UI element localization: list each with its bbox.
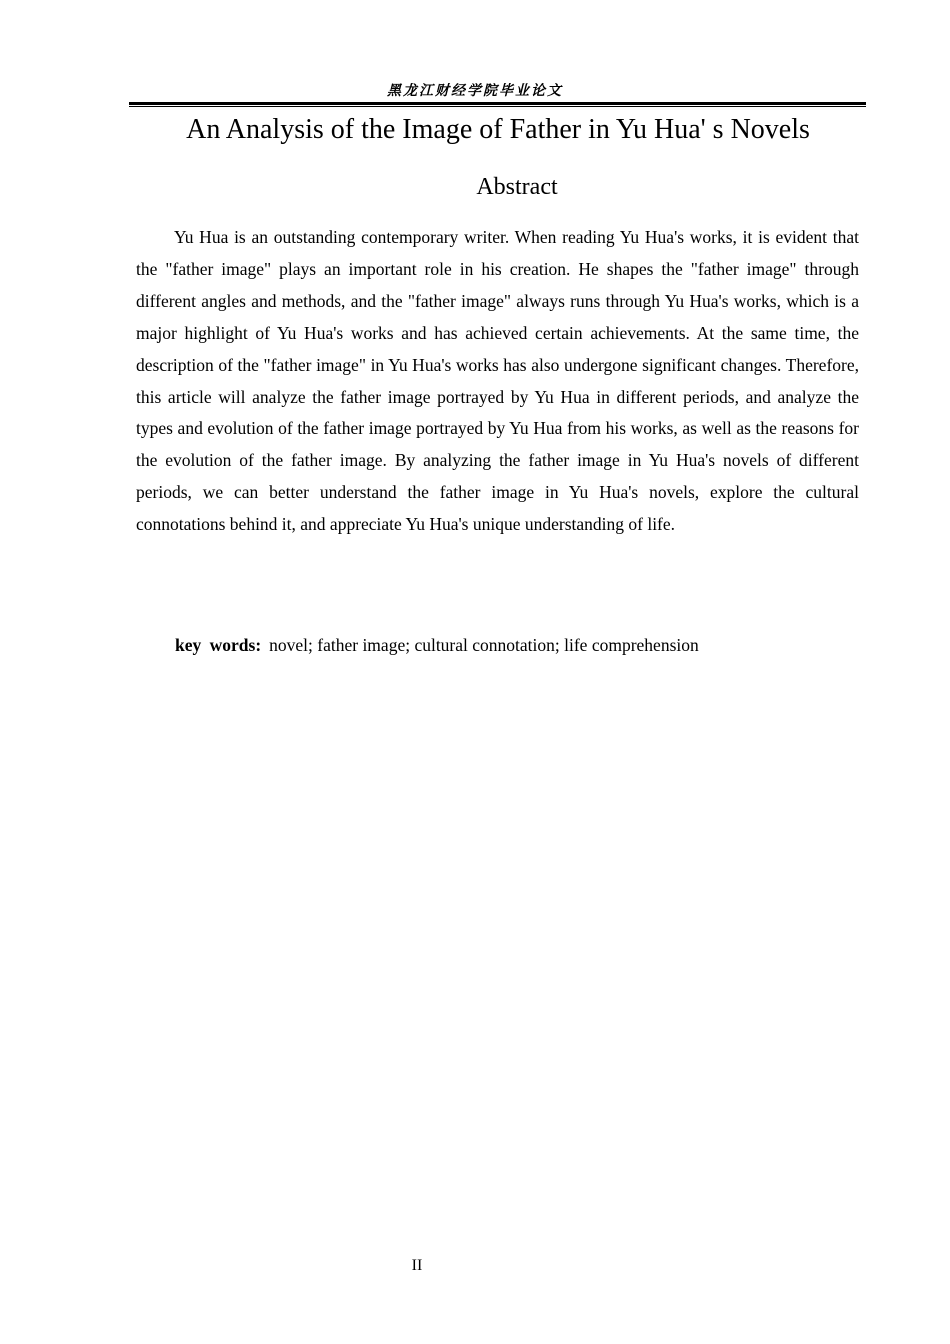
keywords-text: novel; father image; cultural connotation; life comprehension xyxy=(269,635,699,655)
header-rule-thin xyxy=(129,106,866,107)
abstract-body: Yu Hua is an outstanding contemporary writer. When reading Yu Hua's works, it is evident that the "father image" plays an important role in his creation. He shapes the "father image" through different angles and methods, and the "father image" always runs through Yu Hua's works, which is a major highlight of Yu Hua's works and has achieved certain achievements. At the same time, the description of the "father image" in Yu Hua's works has also undergone significant changes. Therefore, this article will analyze the father image portrayed by Yu Hua in different periods, and analyze the types and evolution of the father image portrayed by Yu Hua from his works, as well as the reasons for the evolution of the father image. By analyzing the father image in Yu Hua's novels of different periods, we can better understand the father image in Yu Hua's novels, explore the cultural connotations behind it, and appreciate Yu Hua's unique understanding of life. xyxy=(136,227,859,535)
keywords-line xyxy=(175,631,699,659)
keywords-label: key words: xyxy=(175,635,262,655)
running-header: 黑龙江财经学院毕业论文 xyxy=(387,83,563,99)
paper-title: An Analysis of the Image of Father in Yu Hua' s Novels xyxy=(186,114,810,145)
abstract-heading: Abstract xyxy=(476,174,558,200)
header-rule-thick xyxy=(129,102,866,105)
page-number: II xyxy=(411,1257,423,1274)
